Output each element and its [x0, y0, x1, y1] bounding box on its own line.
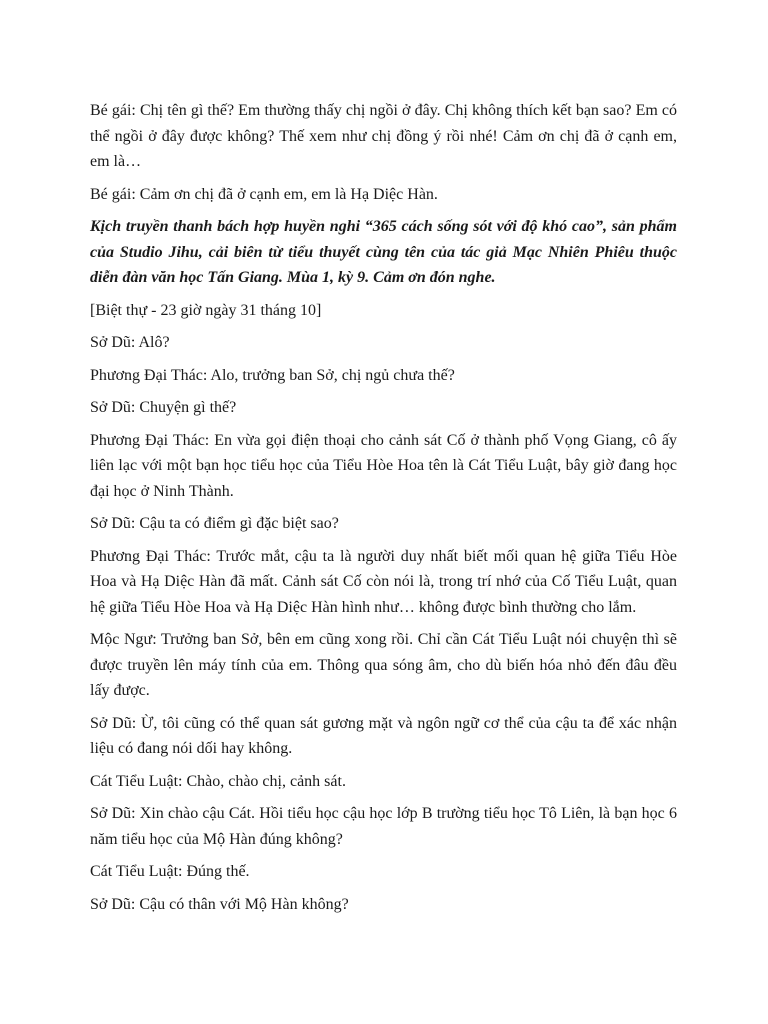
dialogue-line: Cát Tiểu Luật: Chào, chào chị, cảnh sát. — [90, 772, 346, 790]
dialogue-line: Phương Đại Thác: Trước mắt, cậu ta là người duy nhất biết mối quan hệ giữa Tiểu Hòe Hoa và Hạ Diệc Hàn đã mất. Cảnh sát Cố còn nói là, trong trí nhớ của Cố Tiểu Luật, quan hệ giữa Tiểu Hòe Hoa và Hạ Diệc Hàn hình như… không được bình thường cho lắm. — [90, 547, 677, 616]
dialogue-line: Sở Dũ: Chuyện gì thế? — [90, 399, 237, 416]
dialogue-line: Cát Tiểu Luật: Đúng thế. — [90, 863, 250, 880]
dialogue-line: Sở Dũ: Xin chào cậu Cát. Hồi tiểu học cậu học lớp B trường tiểu học Tô Liên, là bạn học 6 năm tiểu học của Mộ Hàn đúng không? — [90, 805, 677, 848]
dialogue-line: Sở Dũ: Cậu có thân với Mộ Hàn không? — [90, 895, 349, 913]
dialogue-line: Phương Đại Thác: En vừa gọi điện thoại cho cảnh sát Cố ở thành phố Vọng Giang, cô ấy liên lạc với một bạn học tiểu học của Tiểu Hòe Hoa tên là Cát Tiểu Luật, bây giờ đang học đại học ở Ninh Thành. — [90, 431, 677, 500]
dialogue-line: Sở Dũ: Cậu ta có điểm gì đặc biệt sao? — [90, 515, 339, 532]
dialogue-line: Mộc Ngư: Trưởng ban Sở, bên em cũng xong rồi. Chỉ cần Cát Tiểu Luật nói chuyện thì sẽ được truyền lên máy tính của em. Thông qua sóng âm, cho dù biến hóa nhỏ đến đâu đều lấy được. — [90, 631, 677, 699]
scene-heading: [Biệt thự - 23 giờ ngày 31 tháng 10] — [90, 301, 322, 319]
paragraph-intro-1: Bé gái: Chị tên gì thế? Em thường thấy chị ngồi ở đây. Chị không thích kết bạn sao? Em có thể ngồi ở đây được không? Thế xem như chị đồng ý rồi nhé! Cảm ơn chị đã ở cạnh em, em là… — [90, 102, 677, 170]
dialogue-line: Sở Dũ: Ừ, tôi cũng có thể quan sát gương mặt và ngôn ngữ cơ thể của cậu ta để xác nhận liệu có đang nói dối hay không. — [90, 714, 677, 757]
episode-title-paragraph: Kịch truyền thanh bách hợp huyền nghi “365 cách sống sót với độ khó cao”, sản phẩm của Studio Jihu, cải biên từ tiểu thuyết cùng tên của tác giả Mạc Nhiên Phiêu thuộc diễn đàn văn học Tấn Giang. Mùa 1, kỳ 9. Cảm ơn đón nghe. — [90, 218, 677, 286]
dialogue-line: Phương Đại Thác: Alo, trưởng ban Sở, chị ngủ chưa thế? — [90, 366, 455, 384]
paragraph-intro-2: Bé gái: Cảm ơn chị đã ở cạnh em, em là Hạ Diệc Hàn. — [90, 185, 438, 203]
dialogue-line: Sở Dũ: Alô? — [90, 334, 170, 351]
document-page — [90, 98, 677, 924]
